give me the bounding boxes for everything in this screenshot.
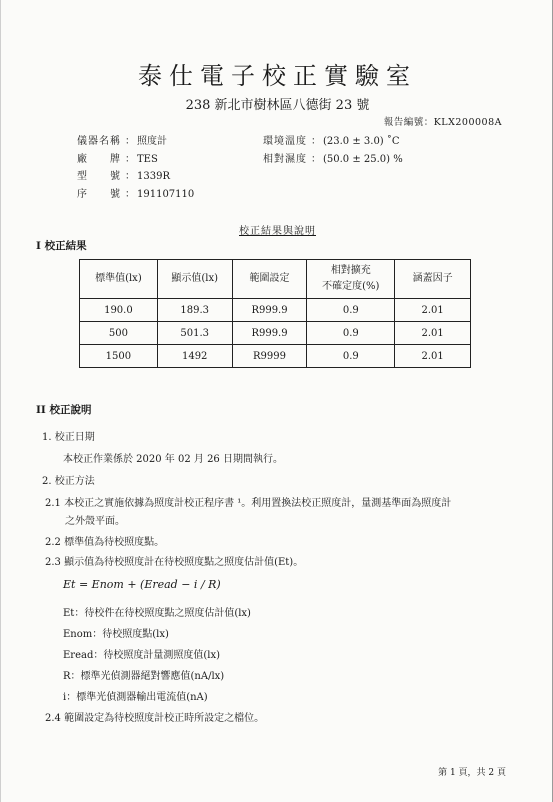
label-instrument-name: 儀器名稱 [77, 136, 121, 147]
value-humidity: (50.0 ± 25.0) % [323, 153, 403, 165]
value-temperature: (23.0 ± 3.0) ˚C [323, 136, 400, 147]
table-cell: R999.9 [232, 322, 307, 345]
table-cell: 190.0 [80, 299, 158, 322]
table-cell: 2.01 [395, 345, 471, 368]
results-table [79, 259, 471, 368]
table-cell: 0.9 [307, 299, 395, 322]
note-2-heading: 2. 校正方法 [42, 476, 95, 487]
definition-eread: Eread：待校照度計量測照度值(lx) [63, 650, 221, 661]
note-2-4: 2.4 範圍設定為待校照度計校正時所設定之檔位。 [45, 713, 265, 724]
definition-enom: Enom：待校照度點(lx) [63, 629, 169, 640]
note-1-text: 本校正作業係於 2020 年 02 月 26 日期間執行。 [63, 454, 283, 465]
formula: Et = Enom + (Eread − i / R) [63, 578, 221, 591]
section-results-title: I 校正結果 [36, 240, 87, 252]
value-serial: 191107110 [137, 188, 195, 200]
definition-et: Et：待校件在待校照度點之照度估計值(lx) [63, 608, 251, 619]
table-row [80, 322, 471, 345]
note-1-heading: 1. 校正日期 [42, 432, 95, 443]
page-footer: 第 1 頁，共 2 頁 [438, 768, 506, 778]
table-cell: 2.01 [395, 299, 471, 322]
table-cell: 0.9 [307, 345, 395, 368]
table-header-row [80, 260, 471, 299]
table-cell: R9999 [232, 345, 307, 368]
table-cell: 500 [80, 322, 158, 345]
label-model: 型 號 [77, 171, 121, 182]
lab-title: 泰仕電子校正實驗室 [138, 62, 417, 90]
note-2-2: 2.2 標準值為待校照度點。 [45, 537, 165, 548]
note-2-1-line1: 2.1 本校正之實施依據為照度計校正程序書 ¹。利用置換法校正照度計，量測基準面為照度計 [45, 498, 452, 509]
label-humidity: 相對濕度 [263, 153, 307, 165]
value-brand: TES [137, 153, 158, 165]
table-cell: 501.3 [157, 322, 232, 345]
instrument-info: 儀器名稱 ： 照度計 廠 牌 ： TES 型 號 ： 1339R 序 號 ： 191107110 [77, 133, 194, 203]
results-caption: 校正結果與說明 [239, 226, 316, 237]
header-uncertainty: 相對擴充 不確定度(%) [307, 260, 395, 299]
label-serial: 序 號 [77, 188, 121, 200]
header-range: 範圍設定 [232, 260, 307, 299]
table-cell: 1500 [80, 345, 158, 368]
environment-info: 環境溫度 ： (23.0 ± 3.0) ˚C 相對濕度 ： (50.0 ± 25.0) % [263, 133, 403, 168]
value-instrument-name: 照度計 [137, 136, 167, 147]
report-number: 報告編號：KLX200008A [383, 117, 502, 128]
section-notes-title: II 校正說明 [36, 404, 92, 416]
header-display: 顯示值(lx) [157, 260, 232, 299]
value-model: 1339R [137, 171, 170, 182]
note-2-3: 2.3 顯示值為待校照度計在待校照度點之照度估計值(Et)。 [45, 557, 304, 568]
header-coverage: 涵蓋因子 [395, 260, 471, 299]
definition-i: i：標準光偵測器輸出電流值(nA) [63, 692, 208, 703]
table-row [80, 299, 471, 322]
definition-r: R：標準光偵測器絕對響應值(nA/lx) [63, 671, 225, 682]
note-2-1-line2: 之外殼平面。 [65, 516, 125, 527]
table-cell: 1492 [157, 345, 232, 368]
table-cell: 189.3 [157, 299, 232, 322]
table-cell: 2.01 [395, 322, 471, 345]
label-brand: 廠 牌 [77, 153, 121, 165]
header-standard: 標準值(lx) [80, 260, 158, 299]
table-cell: R999.9 [232, 299, 307, 322]
table-row [80, 345, 471, 368]
lab-address: 238 新北市樹林區八德街 23 號 [185, 98, 370, 113]
label-temperature: 環境溫度 [263, 136, 307, 147]
table-cell: 0.9 [307, 322, 395, 345]
